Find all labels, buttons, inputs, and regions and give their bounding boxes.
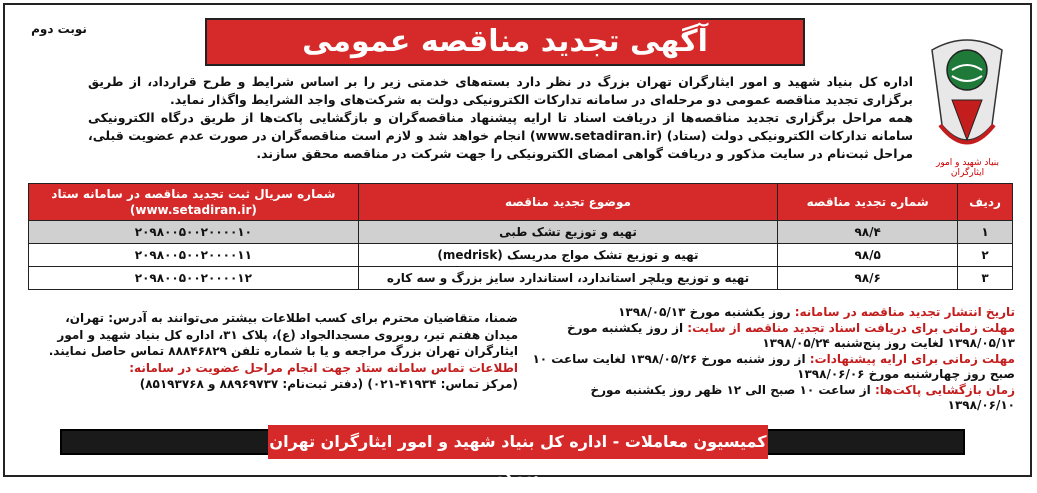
intro-bold: اداره کل بنیاد شهید و امور ایثارگران تهران بزرگ xyxy=(597,74,913,89)
publish-date xyxy=(525,305,1015,321)
cell-serial: ۲۰۹۸۰۰۵۰۰۲۰۰۰۰۱۱ xyxy=(29,244,359,267)
cell-serial: ۲۰۹۸۰۰۵۰۰۲۰۰۰۰۱۲ xyxy=(29,267,359,290)
round-label: نوبت دوم xyxy=(31,22,87,36)
tender-table xyxy=(28,183,1013,290)
opening-time xyxy=(525,383,1015,414)
offer-deadline xyxy=(525,352,1015,383)
docs-label: مهلت زمانی برای دریافت اسناد تجدید مناقصه از سایت: xyxy=(687,320,1015,335)
cell-number: ۹۸/۶ xyxy=(778,267,958,290)
intro-text xyxy=(88,73,913,163)
header-serial xyxy=(29,184,359,221)
setad-contact-label: اطلاعات تماس سامانه ستاد جهت انجام مراحل عضویت در سامانه: xyxy=(129,360,518,375)
contact-block xyxy=(28,310,518,393)
cell-serial: ۲۰۹۸۰۰۵۰۰۲۰۰۰۰۱۰ xyxy=(29,221,359,244)
header-serial-site: (www.setadiran.ir) xyxy=(129,203,257,217)
offer-value: از روز شنبه مورخ ۱۳۹۸/۰۵/۲۶ لغایت ساعت ۱۰ صبح روز چهارشنبه مورخ ۱۳۹۸/۰۶/۰۶ xyxy=(532,351,1015,381)
cell-number: ۹۸/۵ xyxy=(778,244,958,267)
header-serial-label: شماره سریال ثبت تجدید مناقصه در سامانه ستاد xyxy=(51,187,336,201)
table-row xyxy=(29,244,1013,267)
cell-number: ۹۸/۴ xyxy=(778,221,958,244)
publish-value: روز یکشنبه مورخ ۱۳۹۸/۰۵/۱۳ xyxy=(618,305,795,319)
cell-subject: تهیه و توزیع تشک مواج مدریسک (medrisk) xyxy=(358,244,778,267)
table-header-row xyxy=(29,184,1013,221)
contact-text: ضمنا، متقاضیان محترم برای کسب اطلاعات بیشتر می‌توانند به آدرس: تهران، میدان هفتم تیر، روبروی مسجدالجواد (ع)، پلاک ۳۱، اداره کل بنیاد شهید و امور ایثارگران تهران بزرگ مراجعه و یا با شماره تلفن ۸۸۸۴۶۸۲۹ تماس حاصل نمایند. xyxy=(48,311,518,358)
cell-subject: تهیه و توزیع ویلچر استاندارد، استاندارد سایز بزرگ و سه کاره xyxy=(358,267,778,290)
footer-text: کمیسیون معاملات - اداره کل بنیاد شهید و امور ایثارگران تهران بزرگ xyxy=(268,425,768,459)
cell-row: ۲ xyxy=(958,244,1013,267)
logo-caption: بنیاد شهید و امور ایثارگران xyxy=(935,158,1000,178)
cell-subject: تهیه و توزیع تشک طبی xyxy=(358,221,778,244)
notice-title: آگهی تجدید مناقصه عمومی xyxy=(205,18,805,66)
header-row-number: ردیف xyxy=(958,184,1013,221)
offer-label: مهلت زمانی برای ارایه پیشنهادات: xyxy=(809,351,1015,366)
intro-line-2: همه مراحل برگزاری تجدید مناقصه‌ها از دریافت اسناد تا ارایه پیشنهاد مناقصه‌گران و بازگشایی پاکت‌ها از طریق درگاه الکترونیکی سامانه تدارکات الکترونیکی دولت (ستاد) (www.setadiran.ir) انجام خواهد شد و لازم است مناقصه‌گران در صورت عدم عضویت قبلی، مراحل ثبت‌نام در سایت مذکور و دریافت گواهی امضای الکترونیکی را جهت شرکت در مناقصه محقق سازند. xyxy=(88,110,914,161)
table-row xyxy=(29,221,1013,244)
docs-deadline xyxy=(525,321,1015,352)
publish-label: تاریخ انتشار تجدید مناقصه در سامانه: xyxy=(794,305,1015,319)
setad-contact-value: (مرکز تماس: ۴۱۹۳۴-۰۲۱) (دفتر ثبت‌نام: ۸۸۹۶۹۷۳۷ و ۸۵۱۹۳۷۶۸) xyxy=(139,377,518,391)
docs-value: از روز یکشنبه مورخ ۱۳۹۸/۰۵/۱۳ لغایت روز پنج‌شنبه ۱۳۹۸/۰۵/۲۴ xyxy=(566,320,1015,350)
table-row xyxy=(29,267,1013,290)
schedule-block xyxy=(525,305,1015,414)
header-tender-number: شماره تجدید مناقصه xyxy=(778,184,958,221)
open-value: از ساعت ۱۰ صبح الی ۱۲ ظهر روز یکشنبه مورخ ۱۳۹۸/۰۶/۱۰ xyxy=(590,382,1015,412)
cell-row: ۱ xyxy=(958,221,1013,244)
intro-line-1: در نظر دارد بسته‌های خدمتی زیر را بر اساس شرایط و طرح قرارداد، از طریق برگزاری تجدید مناقصه عمومی دو مرحله‌ای در سامانه تدارکات الکترونیکی دولت به شرکت‌های واجد الشرایط واگذار نماید. xyxy=(88,74,913,107)
header-subject: موضوع تجدید مناقصه xyxy=(358,184,778,221)
open-label: زمان بازگشایی پاکت‌ها: xyxy=(874,382,1015,397)
cell-row: ۳ xyxy=(958,267,1013,290)
